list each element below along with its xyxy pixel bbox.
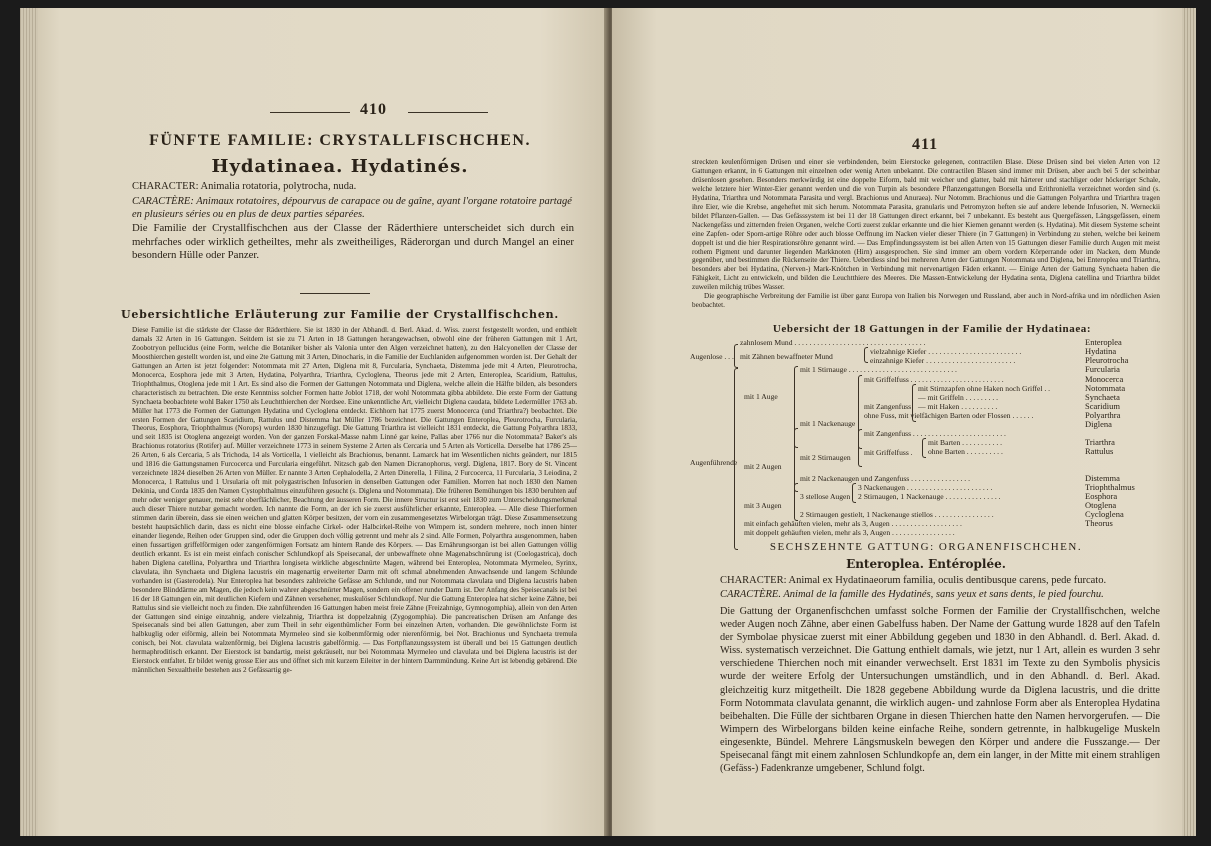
family-character-french: CARACTÈRE: Animaux rotatoires, dépourvus de carapace ou de gaîne, ayant l'organe rotatoire partagé en plusieurs séries ou en plus de deux parties séparées. [132, 196, 572, 220]
key-with-hooks: — mit Haken . . . . . . . . . . [918, 402, 998, 411]
key-many-eyes-single: mit einfach gehäuften vielen, mehr als 3, Augen . . . . . . . . . . . . . . . . . . . [744, 519, 962, 528]
page-edge-right [1182, 8, 1196, 836]
genus-name: Eosphora [1085, 491, 1118, 501]
page-edge-left [20, 8, 38, 836]
key-without-barbs: ohne Barten . . . . . . . . . . [928, 447, 1003, 456]
section-heading: Uebersichtliche Erläuterung zur Familie der Crystallfischchen. [120, 308, 560, 321]
page-number-rule [270, 112, 350, 113]
open-book [20, 8, 1196, 836]
continued-paragraph: streckten keulenförmigen Drüsen und einer sie verbindenden, beim Eierstocke gelegenen, contractilen Blase. Diese Drüsen sind bei vielen Arten von 12 Gattungen erkannt, in 6 Gattungen mit einzelnen oder wenig Arten unbekannt. Die contractilen Blasen sind immer mit Drüsen, aber auch bei 5 der scheinbar drüsenlosen gesehen. Besonders merkwürdig ist eine doppelte Eiform, bald mit weicher und glatter, bald mit härterer und stachliger oder höckeriger Schale, welche letztere hier Winter-Eier genannt werden und die von Turpin als besondere Pflanzengattungen Borsella und Erithroniella verzeichnet worden sind (s. Hydatina, Triarthra und Notommata Parasita und vergl. Brachionus und Anuraea). Nur Notomm. Brachionus und die Gattungen Polyarthra und Triarthra tragen ihre Eier, wie die Krebse, angeheftet mit sich herum. Notommata Parasita, granularis und Petromyzon heften sie auf andere lebende Infusorien, N. Werneckii bildet Pflanzen-Gallen. — Das Gefässsystem ist bei 11 der 18 Gattungen direct erkannt, bei 7 unbekannt. Es besteht aus Quergefässen, Längsgefässen, einem Nackengefäss und zitternden freien Organen, welche Corti zuerst zuklar erkannte und die hier Kiemen genannt werden (s. Hydatina). Mit diesem Systeme scheint eine Zapfen- oder Sporn-artige Röhre oder auch blosse Oeffnung im Nacken vieler dieser Thiere (in 7 Gattungen) in Verbindung zu stehen, welche bei keinem doppelt ist und die hier Respirationsröhre genannt wird. — Das Empfindungssystem ist bei allen Arten von 15 Gattungen dieser Familie durch Augen mit meist rothem Pigment und darunter liegenden Markknoten (Hirn) ausgesprochen. Sie sind immer am obern vordern Körperrande oder im Nacken, dem Munde gegenüber, und bestimmen die Rückenseite der Thiere. Ueberdiess sind bei mehreren Arten der Gattungen Notommata und Diglena, bei Enteroplea und Triarthra, besonders aber bei Hydatina, (Nerven-) Mark-Knötchen in Verbindung mit nervenartigen Fäden erkannt. — Einige Arten der Gattung Synchaeta haben die Fähigkeit, Licht zu entwickeln, und bilden die Leuchtthiere des Meeres. Die Massen-Entwickelung der Hydatina senta, Diglena catellina und Triarthra bildet zuweilen milchig trübes Wasser. [692, 158, 1160, 292]
genus-name: Pleurotrocha [1085, 355, 1129, 365]
key-eyeless: Augenlose . . . [690, 352, 734, 361]
family-title: FÜNFTE FAMILIE: CRYSTALLFISCHCHEN. [149, 132, 531, 149]
key-with-barbs: mit Barten . . . . . . . . . . . [928, 438, 1003, 447]
distribution-paragraph: Die geographische Verbreitung der Familie ist über ganz Europa von Italien bis Norwegen und Russland, aber auch in Nord-afrika und im nördlichen Asien beobachtet. [692, 292, 1160, 310]
family-intro: Die Familie der Crystallfischchen aus der Classe der Räderthiere unterscheidet sich durch ein mehrfaches oder wirklich getheiltes, mehr als zweitheiliges, Räderorgan und durch Mangel an einer besondern Hülle oder Panzer. [132, 222, 574, 262]
genus-name: Theorus [1085, 518, 1113, 528]
bracket [922, 438, 926, 458]
key-two-frontal-one-neck: 2 Stirnaugen, 1 Nackenauge . . . . . . . . . . . . . . . [858, 492, 1001, 501]
genus-name: Synchaeta [1085, 392, 1120, 402]
key-one-tooth: einzahnige Kiefer . . . . . . . . . . . . . . . . . . . . . . . . [870, 356, 1016, 365]
key-many-eyes-double: mit doppelt gehäuften vielen, mehr als 3, Augen . . . . . . . . . . . . . . . . . [744, 528, 955, 537]
genus-character-french: CARACTÈRE. Animal de la famille des Hydatinés, sans yeux et sans dents, le pied fourchu. [720, 589, 1104, 600]
genera-table-heading: Uebersicht der 18 Gattungen in der Familie der Hydatinaea: [772, 323, 1092, 335]
key-two-frontal-eyes: mit 2 Stirnaugen [800, 453, 851, 462]
family-subtitle: Hydatinaea. Hydatinés. [211, 156, 469, 177]
genus-name: Scaridium [1085, 401, 1120, 411]
genus-name: Monocerca [1085, 374, 1124, 384]
key-three-neck-eyes: 3 Nackenaugen . . . . . . . . . . . . . . . . . . . . . . . [858, 483, 993, 492]
right-page [612, 8, 1196, 836]
key-three-eyes: mit 3 Augen [744, 501, 782, 510]
genus-name: Polyarthra [1085, 410, 1121, 420]
genus-name: Diglena [1085, 419, 1112, 429]
key-with-styles: — mit Griffeln . . . . . . . . . [918, 393, 999, 402]
genus-name: Triophthalmus [1085, 482, 1135, 492]
genus-description: Die Gattung der Organenfischchen umfasst solche Formen der Familie der Crystallfischchen, welche weder Augen noch Zähne, aber einen Gabelfuss haben. Der Name der Gattung wurde 1828 auf den Tafeln der Symbolae physicae zuerst mit einer Abbildung gegeben und 1830 in den Abhandl. d. Berl. Akad. d. Wiss. systematisch verzeichnet. Die Gattung enthielt damals, wie jetzt, nur 1 Art, allein es wurden 3 sehr verschiedene Thierchen noch mit einander verwechselt. Erst 1831 im Texte zu den Symbolis physicis wurde der weitere Erfolg der Untersuchungen umständlich, und in den Abhandl. d. Berl. Akad. gleichzeitig kurz mitgetheilt. Die 1828 gegebene Abbildung wurde da Diglena lacustris, und die dritte Form Notommata clavulata genannt, die wirklich augen- und zahnlose Form aber als Enteroplea Hydatina beibehalten. Die Fülle der sichtbaren Organe in diesen Thierchen hatte den Namen hervorgerufen. — Die Wimpern des Wirbelorgans bilden keine einfache Reihe, sondern getrennte, in halbkugelige Muskeln eingesenkte, Bündel. Mehrere Längsmuskeln bewegen den Körper und andere die Fusszange.— Der Speisecanal fängt mit einem zahnlosen Schlundkopfe an, dem ein langer, in der Mitte mit einem strahligen (Gefäss-) Fadenkranze umgebener, Schlund folgt. [720, 606, 1160, 775]
genus-character-latin: CHARACTER: Animal ex Hydatinaeorum familia, oculis dentibusque carens, pede furcato. [720, 575, 1107, 586]
genus-heading: SECHSZEHNTE GATTUNG: ORGANENFISCHCHEN. [769, 541, 1083, 553]
key-two-neck-eyes: mit 2 Nackenaugen und Zangenfuss . . . . . . . . . . . . . . . . [800, 474, 970, 483]
page-number-right: 411 [912, 136, 939, 153]
genus-name: Distemma [1085, 473, 1120, 483]
genus-name: Hydatina [1085, 346, 1117, 356]
key-style-foot-2: mit Griffelfuss . [864, 448, 913, 457]
bracket [734, 368, 738, 550]
key-toothed: mit Zähnen bewaffneter Mund [740, 352, 833, 361]
key-no-foot: ohne Fuss, mit vielfächigen Barten oder Flossen . . . . . . [864, 411, 1034, 420]
key-toothless: zahnlosem Mund . . . . . . . . . . . . . . . . . . . . . . . . . . . . . . . . . . . [740, 338, 926, 347]
key-three-sessile-eyes: 3 stellose Augen [800, 492, 851, 501]
key-frontal-eye: mit 1 Stirnauge . . . . . . . . . . . . . . . . . . . . . . . . . . . . . [800, 365, 957, 374]
key-with-eyes: Augenführende [690, 458, 738, 467]
page-number-rule [408, 112, 488, 113]
continued-text [692, 158, 1160, 310]
bracket [734, 344, 738, 368]
bracket [864, 347, 868, 363]
key-forehead-peg: mit Stirnzapfen ohne Haken noch Griffel . . [918, 384, 1051, 393]
key-many-teeth: vielzahnige Kiefer . . . . . . . . . . . . . . . . . . . . . . . . . [870, 347, 1022, 356]
key-one-eye: mit 1 Auge [744, 392, 778, 401]
genus-name: Triarthra [1085, 437, 1115, 447]
bracket [858, 429, 862, 467]
left-page [20, 8, 608, 836]
bracket [794, 483, 798, 521]
family-explanation-text: Diese Familie ist die stärkste der Classe der Räderthiere. Sie ist 1830 in der Abhandl. d. Berl. Akad. d. Wiss. zuerst festgestellt worden, und enthielt damals 32 Arten in 16 Gattungen. Seitdem ist sie zu 71 Arten in 18 Gattungen herangewachsen, obwohl eine der früheren Gattungen mit 1 Art, Zoobotryon pellucidus (eine Form, welche die Botaniker bisher als Valonia unter den Algen verzeichnet hatten), zu den Halcyonellen der Classe der Moosthierchen gestellt worden ist, und eine 2te Gattung mit 3 Arten, Dinocharis, in die Familie der Euchlaniden aufgenommen worden ist. Der Gehalt der Gattungen an Arten ist jetzt folgender: Notommata mit 27 Arten, Diglena mit 8, Furcularia, Synchaeta, Distemma jede mit 4 Arten, Pleurotrocha, Monocerca, Eosphora jede mit 3 Arten, Hydatina, Polyarthra, Triarthra, Cycloglena, Theorus jede mit 2 Arten, Enteroplea, Scaridium, Rattulus, Triophthalmus, Otoglena jede mit 1 Art. Es sind also die Formen der Gattungen Notommata und Diglena, welche allein die Hälfte bilden, als besonders characteristisch zu betrachten. Die erste Kenntniss solcher Formen hatte Joblot 1718, der wohl Notommata gibba abbildete. Die erste Form der Gattung Synchaeta beobachtete wohl Baker 1750 als Leuchtthierchen der Nordsee. Eine unkenntliche Art, vielleicht Diglena caudata, bildete Ledermüller 1763 ab. Müller hat 1773 die Formen der Gattungen Hydatina und Cycloglena entdeckt. Eichhorn hat 1775 zuerst Monocerca (und Triarthra?) beobachtet. Die ersten Formen der Gattungen Scaridium, Rattulus und Distemma hat Müller 1786 bezeichnet. Die Gattungen Enteroplea, Pleurotrocha, Furcularia, Theorus, Eosphora, Triophthalmus (Norops) wurden 1830 hinzugefügt. Die Gattung Triarthra ist vielleicht 1831 entdeckt, die Gattung Polyarthra 1833, und seit 1835 ist Otoglena angezeigt worden. Von der ganzen Forskal-Masse nahm Linné gar keine, Pallas aber 1766 nur die Notommata? Baker's als Brachionus rotatorius (Rotifer) auf. Müller verzeichnete 1773 in seinem Systeme 2 Arten als Cercaria und 5 Arten als Vorticella. Derselbe hat 1786 25—26 Arten, 6 als Cercaria, 5 als Trichoda, 14 als Vorticella, 1 vielleicht als Brachionus, benannt. Lamarck hat im Wesentlichen nichts geändert, nur 1815 und 1816 die Gattungsnamen Furcocerca und Furcularia eingeführt. Nitzsch gab den Namen Dicranophorus, vergl. Diglena, 1817. Bory de St. Vincent verzeichnete 1824 dieselben 26 Arten von Müller. Er nannte 3 Arten Cephalodella, 2 Arten Dinerella, 1 Filina, 2 Furcocerca, 11 Furcularia, 3 Leiodina, 2 Monocerca, 1 Rattulus und 1 Ursularia oft mit polygastrischen Infusorien in denselben Gattungen oder Familien. Morren hat noch 1830 den Namen Dekinia, und Corda 1835 den Namen Cystophthalmus einzuführen gesucht (s. Diglena und Notommata). Die früheren Bemühungen bis 1830 beruhten auf mehr oder weniger genauer, meist sehr oberflächlicher, Beachtung der äusseren Form. Die innere Structur ist erst seit 1830 zum Unterscheidungsmerkmal auch dieser Thiere nutzbar gemacht worden. Ich nannte die Form, an der ich sie zuerst ausführlicher erkannte, Enteroplea. — Alle diese Thierformen stimmen darin überein, dass sie einen weichen und glatten Körper besitzen, der vorn ein zusammengesetztes Wirbelorgan trägt. Diese Zusammensetzung besteht hauptsächlich darin, dass es nicht eine blosse einfache Cirkel- oder Halbcirkel-Reihe von Wimpern ist, sondern mehrere, noch innen hinter einander liegende, Reihen oder Gruppen sind, oder die Gruppen doch völlig getrennt und mehr als 2 sind. Alle Formen, Polyarthra ausgenommen, haben einen fussartigen griffelförmigen oder zangenförmigen Fortsatz am hintern Rande des Körpers. — Das Ernährungsorgan ist bei allen Gattungen völlig deutlich erkannt. Es ist ein meist einfach conischer Schlundkopf als Speisecanal, der unbewaffnete ohne Magenabschnürung ist (Coelogastrica), doch haben Diglena catellina, Polyarthra und Triarthra longiseta wirkliche abgeschnürte Magen, während bei Enteroplea, Notommata Myrmeleo, Syrinx, clavulata, ihn Synchaeta und Diglena lacustris ein magenartig erweiterter Darm mit oft schmal abnehmenden Anwachsende und langem Schlunde vorhanden ist (Gasterodela). Nur Enteroplea hat besonders zahlreiche Gefässe am Schlunde, und nur Notommata clavulata und Diglena lacustris haben besondere Blinddärme am Magen, die jedoch kein wahrer abgeschnürter Magen, sondern ein offener runder Darm ist. Der Anfang des Speisecanals ist bei 16 der 18 Gattungen ein, mit deutlichen Kiefern und Zähnen versehener, muskulöser Schlundkopf. Nur die Gattung Enteroplea hat sicher keine Zähne, bei Rattulus sind sie vielleicht noch zu finden. Die zahnführenden 16 Gattungen haben meist freie Zähne (Freizahnige, Gymnogomphia), allein von den Arten der Gattungen sind einige einzahnig, andere vielzahnig, Triarthra ist doppelzahnig (Zygogomphia). Die pancreatischen Drüsen am Anfange des Speisecanals sind bei allen Gattungen, aber zum Theil in sehr eigenthümlicher Form bei einzelnen Arten, vorhanden. Die gewöhnlichste Form ist halbkuglig oder eiförmig, allein bei Notommata Myrmeleo sind sie kolbenmförmig oder nierenförmig, bei Not. Brachionus und Synchaeta tremula conisch, bei Not. clavulata walzenförmig, bei Diglena lacustris gabelförmig. — Das Fortpflanzungssystem ist überall und bei 15 Gattungen deutlich hermaphroditisch erkannt. Der Eierstock ist bandartig, meist gekräuselt, nur bei Notommata Myrmeleo und clavulata und bei Diglena lacustris ist der Eierstock entfaltet. Er bildet wenig grosse Eier aus und öffnet sich mit kurzem Eileiter in der hintern Darmmündung. Keine Art ist lebendig gebärend. Die männlichen Sexualtheile bestehen aus 2 Gefässartig ge- [132, 326, 577, 675]
genus-name: Enteroplea [1085, 337, 1122, 347]
genus-name: Otoglena [1085, 500, 1117, 510]
genus-name: Cycloglena [1085, 509, 1124, 519]
section-divider [300, 293, 370, 294]
genus-subtitle: Enteroplea. Entéroplée. [846, 557, 1006, 571]
key-forceps-foot: mit Zangenfuss [864, 402, 912, 411]
key-style-foot: mit Griffelfuss . . . . . . . . . . . . . . . . . . . . . . . . . [864, 375, 1004, 384]
genus-name: Rattulus [1085, 446, 1114, 456]
key-forceps-foot-2: mit Zangenfuss . . . . . . . . . . . . . . . . . . . . . . . . . [864, 429, 1006, 438]
page-number-left: 410 [360, 101, 387, 118]
genus-name: Furcularia [1085, 364, 1120, 374]
key-neck-eye: mit 1 Nackenauge [800, 419, 856, 428]
genera-key-table [690, 337, 1158, 537]
key-stalked: 2 Stirnaugen gestielt, 1 Nackenauge stiellos . . . . . . . . . . . . . . . . [800, 510, 994, 519]
genus-name: Notommata [1085, 383, 1126, 393]
family-character-latin: CHARACTER: Animalia rotatoria, polytrocha, nuda. [132, 181, 357, 192]
key-two-eyes: mit 2 Augen [744, 462, 782, 471]
bracket [852, 483, 856, 503]
